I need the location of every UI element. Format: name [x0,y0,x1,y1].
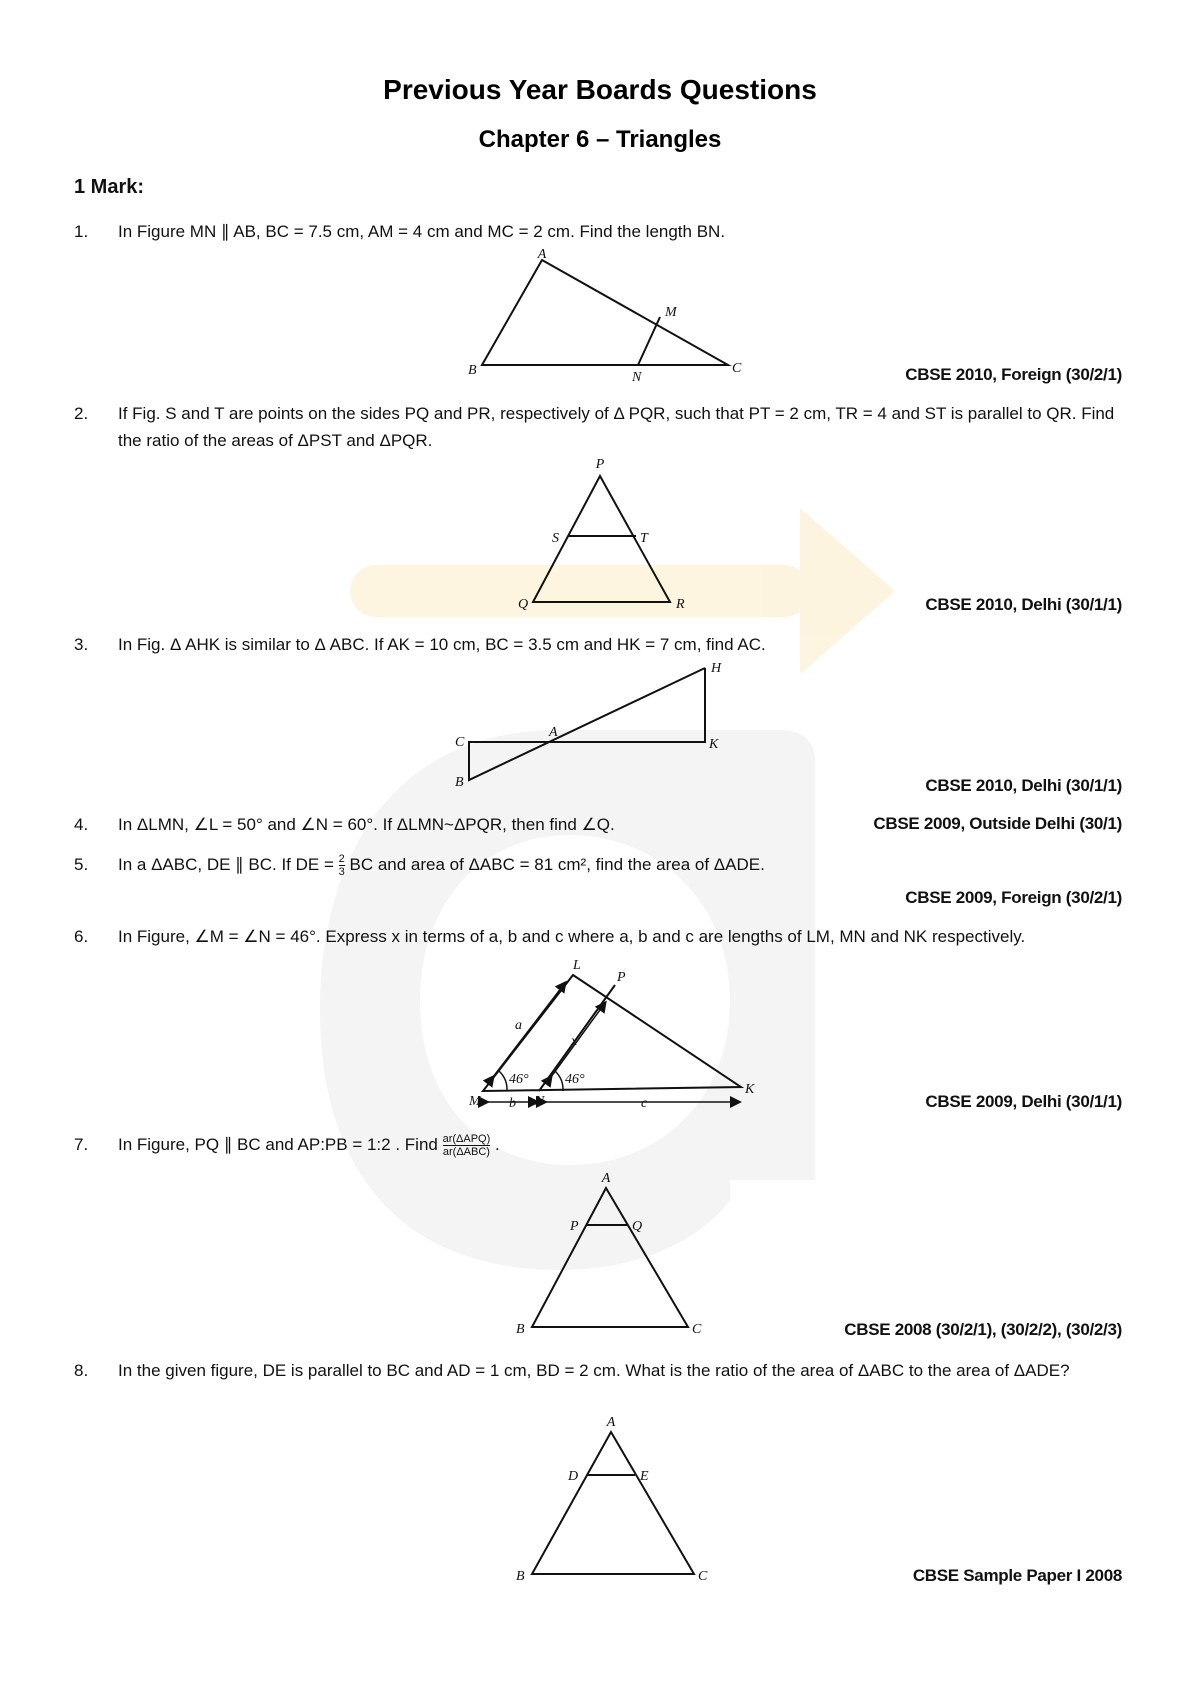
angle-label: 46° [565,1072,585,1087]
question-number: 3. [74,635,89,654]
question-8 [74,1357,1134,1384]
vertex-label: A [537,247,547,262]
figure-q7-triangle [512,1168,712,1338]
question-number: 1. [74,222,89,241]
question-source: CBSE 2008 (30/2/1), (30/2/2), (30/2/3) [844,1320,1122,1339]
question-text [118,1131,1134,1158]
angle-label: 46° [509,1072,529,1087]
question-5 [74,851,1134,878]
vertex-label: A [606,1415,616,1430]
fraction-numerator: 2 [338,853,345,866]
length-label: a [515,1018,522,1033]
question-source: CBSE 2009, Delhi (30/1/1) [925,1092,1122,1111]
vertex-label: A [549,725,558,740]
vertex-label: L [573,958,581,973]
question-text: In Fig. Δ AHK is similar to Δ ABC. If AK = 10 cm, BC = 3.5 cm and HK = 7 cm, find AC. [118,635,766,654]
length-label: b [509,1096,516,1111]
question-source: CBSE 2009, Foreign (30/2/1) [905,888,1122,907]
question-source: CBSE 2010, Delhi (30/1/1) [925,776,1122,795]
question-3 [74,631,1134,658]
fraction-denominator: 3 [338,866,345,879]
vertex-label: S [552,531,559,546]
page-title: Previous Year Boards Questions [383,74,817,105]
vertex-label: E [640,1469,649,1484]
vertex-label: R [676,597,685,612]
vertex-label: M [665,305,677,320]
vertex-label: H [711,661,722,676]
vertex-label: B [468,363,477,378]
chapter-title: Chapter 6 – Triangles [478,126,722,153]
vertex-label: P [595,457,605,472]
question-number: 5. [74,855,89,874]
question-6 [74,923,1134,950]
question-text: In Figure MN ∥ AB, BC = 7.5 cm, AM = 4 cm and MC = 2 cm. Find the length BN. [118,222,726,241]
question-2 [74,400,1134,454]
vertex-label: P [617,970,626,985]
question-source: CBSE 2010, Foreign (30/2/1) [905,365,1122,384]
vertex-label: N [632,370,642,385]
vertex-label: N [535,1094,545,1109]
question-number: 4. [74,815,89,834]
vertex-label: C [698,1569,708,1584]
vertex-label: K [745,1082,755,1097]
question-text: If Fig. S and T are points on the sides PQ and PR, respectively of Δ PQR, such that PT = 2 cm, TR = 4 and ST is parallel to QR. Find the ratio of the areas of ΔPST and ΔPQR. [118,404,1115,450]
figure-q2-triangle [510,454,700,614]
figure-q1-triangle [460,247,742,385]
vertex-label: D [568,1469,579,1484]
vertex-label: Q [632,1219,643,1234]
figure-q6-triangle [465,955,765,1111]
vertex-label: B [455,775,464,790]
question-number: 8. [74,1361,89,1380]
length-label: c [641,1096,648,1111]
question-text: In ΔLMN, ∠L = 50° and ∠N = 60°. If ΔLMN~ΔPQR, then find ∠Q. [118,815,615,834]
vertex-label: K [709,737,719,752]
question-source: CBSE Sample Paper I 2008 [912,1566,1122,1585]
fraction [443,1133,491,1158]
vertex-label: C [692,1322,702,1337]
figure-q3-similar-triangles [445,656,735,791]
fraction-numerator: ar(ΔAPQ) [442,1133,491,1146]
question-text: In Figure, ∠M = ∠N = 46°. Express x in terms of a, b and c where a, b and c are lengths of LM, MN and NK respectively. [118,927,1026,946]
question-number: 2. [74,404,89,423]
vertex-label: Q [518,597,529,612]
figure-q8-triangle [512,1410,722,1585]
question-text-part: In a ΔABC, DE ∥ BC. If DE = [118,855,334,874]
vertex-label: P [570,1219,579,1234]
vertex-label: M [469,1094,481,1109]
question-text [118,851,1134,878]
question-text-part: BC and area of ΔABC = 81 cm², find the area of ΔADE. [349,855,765,874]
vertex-label: T [640,531,648,546]
vertex-label: B [516,1569,525,1584]
section-heading: 1 Mark: [74,176,145,198]
question-number: 6. [74,927,89,946]
question-1 [74,218,1134,245]
fraction-denominator: ar(ΔABC) [442,1146,490,1159]
vertex-label: B [516,1322,525,1337]
question-text: In the given figure, DE is parallel to BC and AD = 1 cm, BD = 2 cm. What is the ratio of the area of ΔABC to the area of ΔADE? [118,1361,1070,1380]
vertex-label: C [455,735,465,750]
question-7 [74,1131,1134,1158]
vertex-label: A [601,1171,611,1186]
question-number: 7. [74,1135,89,1154]
question-source: CBSE 2010, Delhi (30/1/1) [925,595,1122,614]
question-text-part: In Figure, PQ ∥ BC and AP:PB = 1:2 . Find [118,1135,438,1154]
vertex-label: C [732,361,742,376]
question-source: CBSE 2009, Outside Delhi (30/1) [873,814,1122,833]
length-label: x [571,1034,578,1049]
fraction [339,853,345,878]
question-text-part: . [495,1135,500,1154]
